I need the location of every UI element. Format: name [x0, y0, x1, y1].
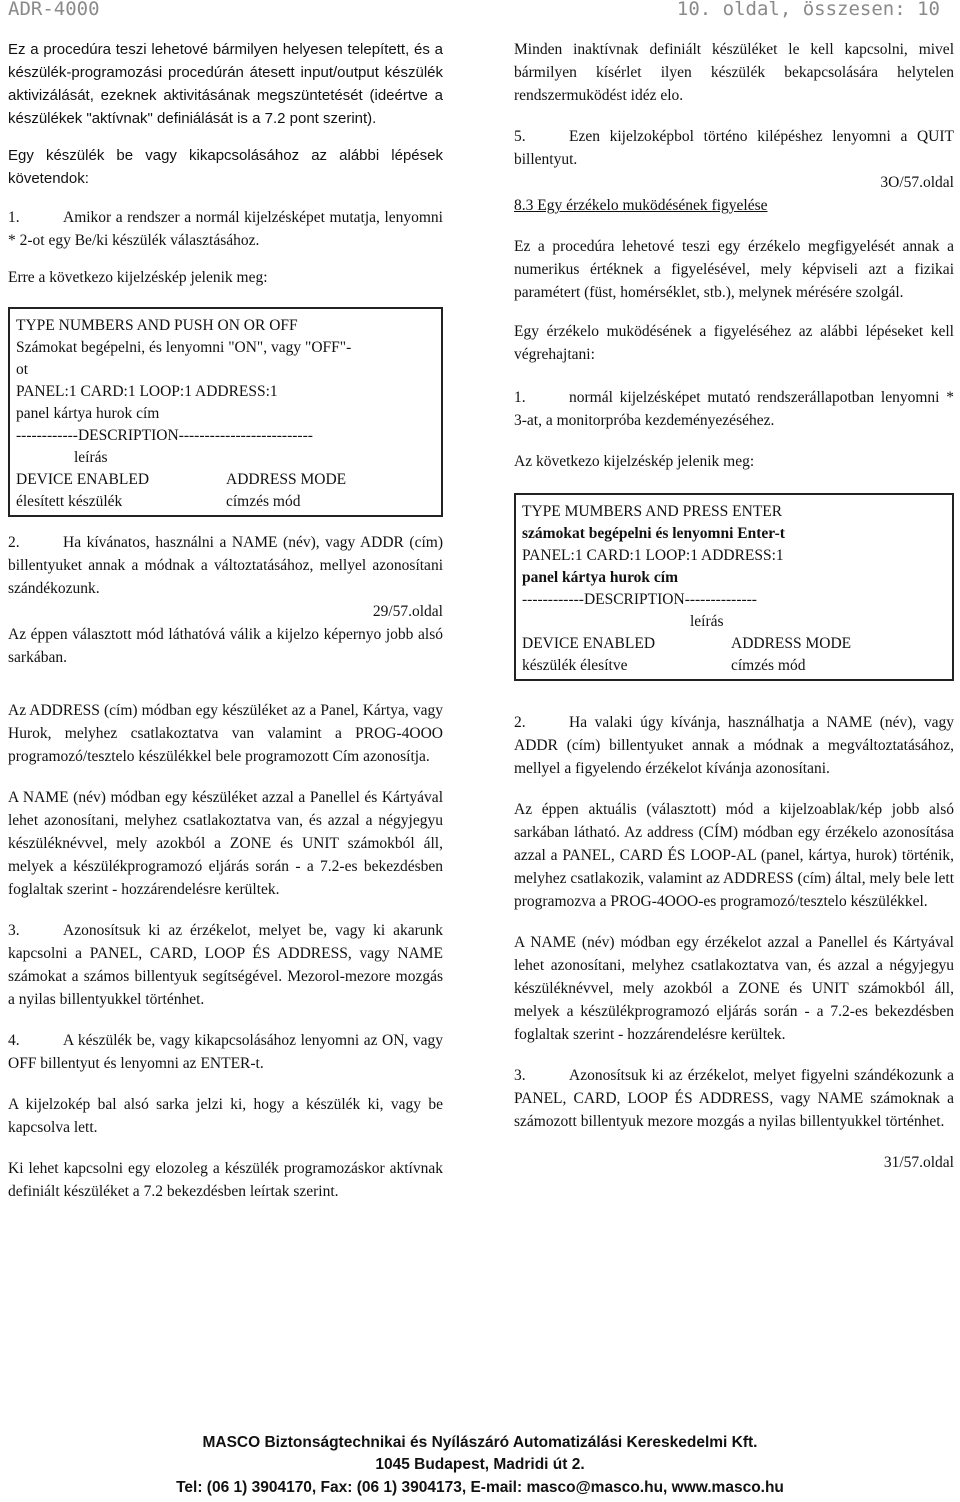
display-screen-box	[514, 493, 954, 681]
display-line: panel kártya hurok cím	[522, 569, 679, 586]
step-number: 1.	[8, 209, 20, 226]
display-line: TYPE MUMBERS AND PRESS ENTER	[522, 503, 783, 520]
display-label: DEVICE ENABLED	[16, 471, 150, 488]
display-label: címzés mód	[731, 657, 806, 674]
step-text: A készülék be, vagy kikapcsolásához lenyomni az ON, vagy OFF billentyut és lenyomni az ENTER-t.	[8, 1032, 443, 1072]
display-line: leírás	[690, 613, 724, 630]
intro-paragraph: Ez a procedúra teszi lehetové bármilyen helyesen telepített, és a készülék-programozási procedúrán átesett input/output készülék aktivizálását, ezeknek aktivitásának megszüntetését (ideértve a készülékek "aktívnak" definiálását is a 7.2 pont szerint).	[8, 41, 443, 127]
page-header	[0, 0, 960, 22]
step-text: normál kijelzésképet mutató rendszerállapotban lenyomni * 3-at, a monitorpróba kezdeményezéséhez.	[514, 389, 954, 429]
inactive-paragraph: Minden inaktívnak definiált készüléket le kell kapcsolni, mivel bármilyen kísérlet ilyen készülék bekapcsolására helytelen rendszermuködést idéz elo.	[514, 41, 954, 104]
section-intro: Ez a procedúra lehetové teszi egy érzékelo megfigyelését annak a numerikus értéknek a figyelésével, mely képviseli azt a fizikai paramétert (füst, homérséklet, stb.), melynek mérésére szolgál.	[514, 238, 954, 301]
step-2	[8, 531, 443, 600]
right-column	[514, 38, 954, 1174]
page-reference: 31/57.oldal	[883, 1154, 954, 1171]
footer-contact: Tel: (06 1) 3904170, Fax: (06 1) 3904173, E-mail: masco@masco.hu, www.masco.hu	[176, 1479, 784, 1496]
display-line: ------------DESCRIPTION--------------------------	[16, 427, 313, 444]
footer-company: MASCO Biztonságtechnikai és Nyílászáró Automatizálási Kereskedelmi Kft.	[202, 1434, 758, 1451]
mode-paragraph: Az éppen választott mód láthatóvá válik a kijelzo képernyo jobb alsó sarkában.	[8, 626, 443, 666]
left-column	[8, 38, 443, 1217]
display-label: DEVICE ENABLED	[522, 635, 656, 652]
document-code: ADR-4000	[8, 0, 100, 20]
display-line: PANEL:1 CARD:1 LOOP:1 ADDRESS:1	[522, 547, 784, 564]
display-line: ot	[16, 361, 29, 378]
display-line: számokat begépelni és lenyomni Enter-t	[522, 525, 785, 542]
display-label: címzés mód	[226, 493, 301, 510]
step-text: Azonosítsuk ki az érzékelot, melyet be, vagy ki akarunk kapcsolni a PANEL, CARD, LOOP ÉS ADDRESS, vagy NAME számokat a számos billentyuk segítségével. Mezorol-mezore mozgás a nyilas billentyukkel történhet.	[8, 922, 443, 1008]
steps-intro: Egy érzékelo muködésének a figyeléséhez az alábbi lépéseket kell végrehajtani:	[514, 323, 954, 363]
step-4	[8, 1029, 443, 1075]
display-line	[16, 469, 433, 491]
name-mode-paragraph: A NAME (név) módban egy érzékelot azzal a Panellel és Kártyával lehet azonosítani, melyhez csatlakoztatva van, és azzal a négyjegyu készüléknévvel, mely azokból a ZONE és UNIT számokból áll, melyek a készülékprogramozó eljárás során - a 7.2-es bekezdésben foglaltak szerint - hozzárendelésre kerültek.	[514, 934, 954, 1043]
step-text: Ha valaki úgy kívánja, használhatja a NAME (név), vagy ADDR (cím) billentyuket annak a módnak a megváltoztatásához, mellyel a figyelendo érzékelot kívánja azonosítani.	[514, 714, 954, 777]
corner-paragraph: A kijelzokép bal alsó sarka jelzi ki, hogy a készülék ki, vagy be kapcsolva lett.	[8, 1096, 443, 1136]
page-reference: 3O/57.oldal	[880, 174, 954, 191]
display-label: készülék élesítve	[522, 657, 628, 674]
step-1	[514, 386, 954, 432]
display-line: leírás	[74, 449, 108, 466]
step-number: 2.	[514, 714, 526, 731]
step-1	[8, 206, 443, 252]
step-text: Amikor a rendszer a normál kijelzésképet mutatja, lenyomni * 2-ot egy Be/ki készülék választásához.	[8, 209, 443, 249]
step-number: 4.	[8, 1032, 20, 1049]
step-2	[514, 711, 954, 780]
display-line: Számokat begépelni, és lenyomni "ON", vagy "OFF"-	[16, 339, 352, 356]
display-line: TYPE NUMBERS AND PUSH ON OR OFF	[16, 317, 298, 334]
section-heading: 8.3 Egy érzékelo muködésének figyelése	[514, 197, 768, 214]
address-mode-paragraph: Az ADDRESS (cím) módban egy készüléket az a Panel, Kártya, vagy Hurok, melyhez csatlakoztatva van valamint a PROG-4OOO programozó/tesztelo készülékkel bele programozott Cím azonosítja.	[8, 702, 443, 765]
step-5	[514, 125, 954, 171]
name-mode-paragraph: A NAME (név) módban egy készüléket azzal a Panellel és Kártyával lehet azonosítani, melyhez csatlakoztatva van, és azzal a négyjegyu készüléknévvel, mely azokból a ZONE és UNIT számokból áll, melyek a készülékprogramozó eljárás során - a 7.2-es bekezdésben foglaltak szerint - hozzárendelésre kerültek.	[8, 789, 443, 898]
display-intro: Erre a következo kijelzéskép jelenik meg:	[8, 269, 268, 286]
display-line: ------------DESCRIPTION--------------	[522, 591, 757, 608]
step-number: 3.	[514, 1067, 526, 1084]
display-label: ADDRESS MODE	[731, 635, 852, 652]
display-line	[16, 491, 433, 513]
page-reference: 29/57.oldal	[372, 603, 443, 620]
step-3	[8, 919, 443, 1011]
steps-intro: Egy készülék be vagy kikapcsolásához az alábbi lépések követendok:	[8, 147, 443, 187]
page-counter: 10. oldal, összesen: 10	[676, 0, 940, 20]
step-number: 2.	[8, 534, 20, 551]
display-line	[522, 655, 944, 677]
switch-off-paragraph: Ki lehet kapcsolni egy elozoleg a készülék programozáskor aktívnak definiált készüléket a 7.2 bekezdésben leírtak szerint.	[8, 1160, 443, 1200]
display-label: élesített készülék	[16, 493, 123, 510]
step-text: Ha kívánatos, használni a NAME (név), vagy ADDR (cím) billentyuket annak a módnak a változtatásához, mellyel azonosítani szándékozunk.	[8, 534, 443, 597]
display-line	[522, 633, 944, 655]
display-screen-box	[8, 307, 443, 517]
step-number: 1.	[514, 389, 526, 406]
step-number: 5.	[514, 128, 526, 145]
step-text: Azonosítsuk ki az érzékelot, melyet figyelni szándékozunk a PANEL, CARD, LOOP ÉS ADDRESS, vagy NAME számoknak a számozott billentyuk mezore mozgás a nyilas billentyukkel történhet.	[514, 1067, 954, 1130]
step-text: Ezen kijelzoképbol történo kilépéshez lenyomni a QUIT billentyut.	[514, 128, 954, 168]
display-label: ADDRESS MODE	[226, 471, 347, 488]
mode-paragraph: Az éppen aktuális (választott) mód a kijelzoablak/kép jobb alsó sarkában látható. Az address (CÍM) módban egy érzékelo azonosítása azzal a PANEL, CARD ÉS LOOP-AL (panel, kártya, hurok) történik, melyhez csatlakozik, valamint az ADDRESS (cím) által, mely bele lett programozva a PROG-4OOO-es programozó/tesztelo készülékkel.	[514, 801, 954, 910]
step-3	[514, 1064, 954, 1133]
display-line: PANEL:1 CARD:1 LOOP:1 ADDRESS:1	[16, 383, 278, 400]
display-line: panel kártya hurok cím	[16, 405, 160, 422]
footer-address: 1045 Budapest, Madridi út 2.	[375, 1456, 585, 1473]
display-intro: Az következo kijelzéskép jelenik meg:	[514, 453, 755, 470]
step-number: 3.	[8, 922, 20, 939]
